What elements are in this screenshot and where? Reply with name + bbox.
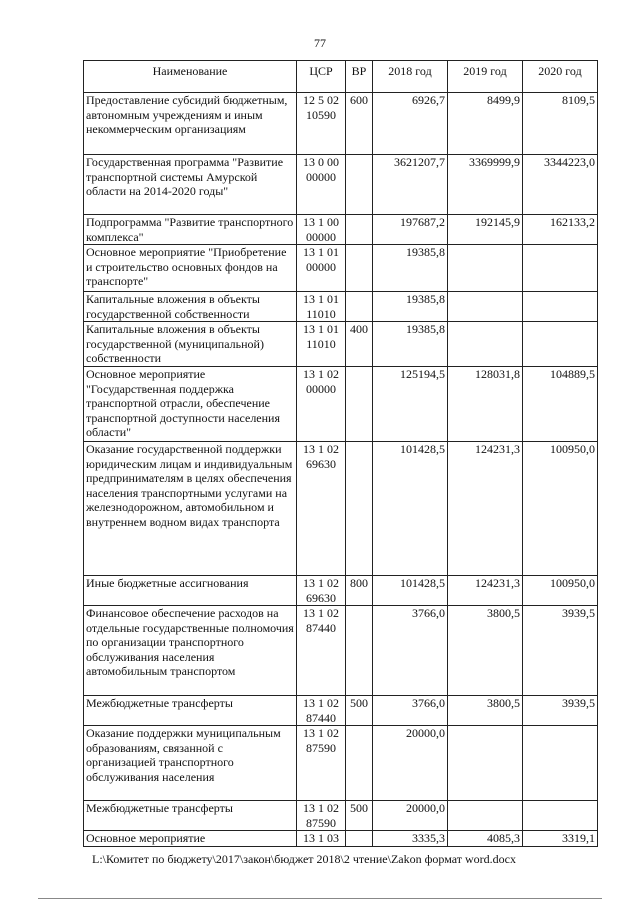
- row-2018: 19385,8: [373, 245, 448, 292]
- header-name: Наименование: [84, 61, 297, 93]
- table-row: [84, 576, 598, 606]
- header-vr: ВР: [346, 61, 373, 93]
- row-name: Оказание государственной поддержки юридическим лицам и индивидуальным предпринимателям в целях обеспечения населения транспортными услугами на железнодорожном, автомобильном и внутреннем водном видах транспорта: [84, 442, 297, 576]
- row-2018: 20000,0: [373, 801, 448, 831]
- row-name: Подпрограмма "Развитие транспортного комплекса": [84, 215, 297, 245]
- row-vr: [346, 606, 373, 696]
- row-2019: 8499,9: [448, 93, 523, 155]
- row-vr: 600: [346, 93, 373, 155]
- row-name: Капитальные вложения в объекты государственной собственности: [84, 292, 297, 322]
- row-2018: 101428,5: [373, 442, 448, 576]
- row-name: Основное мероприятие "Государственная поддержка транспортной отрасли, обеспечение транспортной доступности населения области": [84, 367, 297, 442]
- row-2019: 3800,5: [448, 696, 523, 726]
- row-csr: 13 1 01 11010: [297, 322, 346, 367]
- row-csr: 13 1 02 87590: [297, 801, 346, 831]
- header-2020: 2020 год: [523, 61, 598, 93]
- row-vr: 400: [346, 322, 373, 367]
- row-2020: 8109,5: [523, 93, 598, 155]
- footer-file-path: L:\Комитет по бюджету\2017\закон\бюджет 2018\2 чтение\Zakon формат word.docx: [92, 852, 516, 866]
- row-2020: 3344223,0: [523, 155, 598, 215]
- row-2019: 3800,5: [448, 606, 523, 696]
- page-number: 77: [314, 36, 326, 50]
- row-name: Иные бюджетные ассигнования: [84, 576, 297, 606]
- row-name: Межбюджетные трансферты: [84, 801, 297, 831]
- row-2019: [448, 245, 523, 292]
- row-2020: [523, 322, 598, 367]
- header-2019: 2019 год: [448, 61, 523, 93]
- row-2018: 19385,8: [373, 322, 448, 367]
- table-row: [84, 831, 598, 847]
- scan-edge-divider: [38, 898, 602, 899]
- row-csr: 13 1 01 00000: [297, 245, 346, 292]
- row-2018: 3766,0: [373, 606, 448, 696]
- row-csr: 13 1 03: [297, 831, 346, 847]
- row-name: Основное мероприятие: [84, 831, 297, 847]
- row-vr: [346, 726, 373, 801]
- row-2019: 3369999,9: [448, 155, 523, 215]
- row-2018: 125194,5: [373, 367, 448, 442]
- row-2018: 3335,3: [373, 831, 448, 847]
- row-2018: 197687,2: [373, 215, 448, 245]
- row-2019: 124231,3: [448, 442, 523, 576]
- row-2019: [448, 801, 523, 831]
- row-2020: 104889,5: [523, 367, 598, 442]
- row-csr: 13 0 00 00000: [297, 155, 346, 215]
- row-csr: 13 1 02 87590: [297, 726, 346, 801]
- table-row: [84, 155, 598, 215]
- budget-table: [83, 60, 598, 847]
- row-2020: [523, 726, 598, 801]
- row-csr: 13 1 02 00000: [297, 367, 346, 442]
- row-csr: 13 1 02 69630: [297, 576, 346, 606]
- row-name: Межбюджетные трансферты: [84, 696, 297, 726]
- table-row: [84, 292, 598, 322]
- row-2020: 100950,0: [523, 442, 598, 576]
- row-csr: 12 5 02 10590: [297, 93, 346, 155]
- table-row: [84, 726, 598, 801]
- row-name: Капитальные вложения в объекты государственной (муниципальной) собственности: [84, 322, 297, 367]
- row-2020: 162133,2: [523, 215, 598, 245]
- row-2020: 3319,1: [523, 831, 598, 847]
- table-row: [84, 215, 598, 245]
- header-2018: 2018 год: [373, 61, 448, 93]
- row-2020: 100950,0: [523, 576, 598, 606]
- row-name: Оказание поддержки муниципальным образованиям, связанной с организацией транспортного обслуживания населения: [84, 726, 297, 801]
- table-row: [84, 245, 598, 292]
- row-2018: 101428,5: [373, 576, 448, 606]
- row-name: Финансовое обеспечение расходов на отдельные государственные полномочия по организации транспортного обслуживания населения автомобильным транспортом: [84, 606, 297, 696]
- row-vr: [346, 831, 373, 847]
- row-2019: [448, 322, 523, 367]
- row-2020: [523, 292, 598, 322]
- row-csr: 13 1 02 87440: [297, 606, 346, 696]
- table-row: [84, 442, 598, 576]
- row-vr: [346, 292, 373, 322]
- row-2019: 4085,3: [448, 831, 523, 847]
- row-vr: [346, 245, 373, 292]
- row-vr: [346, 155, 373, 215]
- row-2018: 3621207,7: [373, 155, 448, 215]
- row-csr: 13 1 02 69630: [297, 442, 346, 576]
- table-row: [84, 606, 598, 696]
- row-csr: 13 1 02 87440: [297, 696, 346, 726]
- row-vr: 500: [346, 801, 373, 831]
- row-csr: 13 1 01 11010: [297, 292, 346, 322]
- row-vr: 800: [346, 576, 373, 606]
- row-2019: [448, 292, 523, 322]
- row-name: Основное мероприятие "Приобретение и строительство основных фондов на транспорте": [84, 245, 297, 292]
- header-csr: ЦСР: [297, 61, 346, 93]
- row-2019: 124231,3: [448, 576, 523, 606]
- table-row: [84, 367, 598, 442]
- row-2019: 128031,8: [448, 367, 523, 442]
- row-name: Предоставление субсидий бюджетным, автономным учреждениям и иным некоммерческим организациям: [84, 93, 297, 155]
- row-2020: 3939,5: [523, 606, 598, 696]
- row-vr: 500: [346, 696, 373, 726]
- row-2019: [448, 726, 523, 801]
- row-2019: 192145,9: [448, 215, 523, 245]
- table-row: [84, 696, 598, 726]
- table-row: [84, 801, 598, 831]
- row-2020: [523, 245, 598, 292]
- row-2018: 3766,0: [373, 696, 448, 726]
- row-vr: [346, 215, 373, 245]
- row-name: Государственная программа "Развитие транспортной системы Амурской области на 2014-2020 годы": [84, 155, 297, 215]
- row-2020: 3939,5: [523, 696, 598, 726]
- table-row: [84, 322, 598, 367]
- row-2018: 20000,0: [373, 726, 448, 801]
- row-vr: [346, 367, 373, 442]
- row-2020: [523, 801, 598, 831]
- row-vr: [346, 442, 373, 576]
- row-2018: 19385,8: [373, 292, 448, 322]
- row-csr: 13 1 00 00000: [297, 215, 346, 245]
- table-header-row: [84, 61, 598, 93]
- row-2018: 6926,7: [373, 93, 448, 155]
- table-row: [84, 93, 598, 155]
